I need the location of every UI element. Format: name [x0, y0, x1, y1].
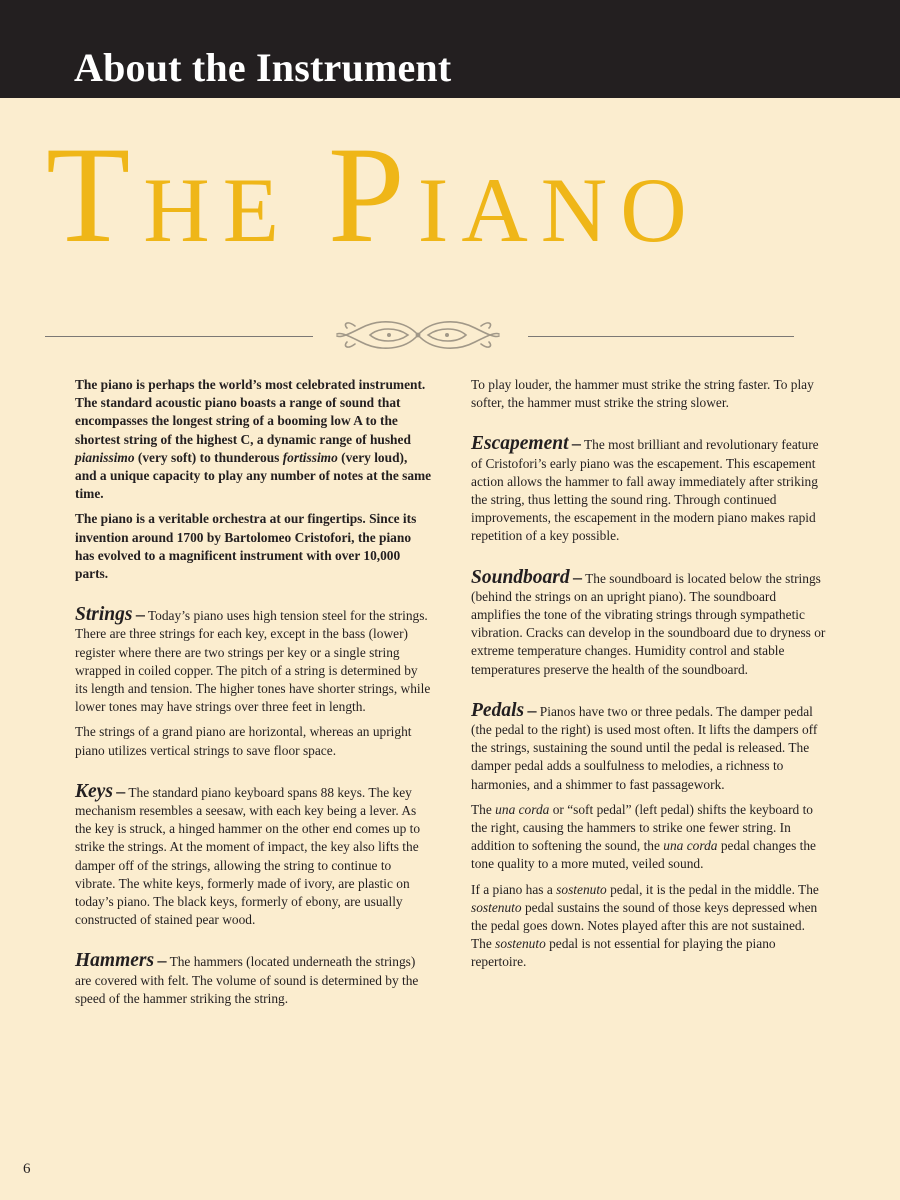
section-pedals: Pedals – Pianos have two or three pedals. The damper pedal (the pedal to the right) is used most often. It lifts the dampers off the strings, sustaining the sound until the pedal is released. The damper pedal adds a soulfulness to melodies, a richness to harmonies, and a shimmer to fast passagework.	[471, 699, 818, 792]
pedals-paragraph-2: The una corda or “soft pedal” (left pedal) shifts the keyboard to the right, causing the hammers to strike one fewer string. In addition to softening the sound, the una corda pedal changes the tone quality to a more muted, veiled sound.	[471, 801, 816, 872]
term-strings: Strings	[75, 604, 133, 626]
right-column	[471, 376, 828, 979]
intro-paragraph-1: The piano is perhaps the world’s most celebrated instrument. The standard acoustic piano boasts a range of sound that encompasses the longest string of a booming low A to the shortest string of the highest C, a dynamic range of hushed pianissimo (very soft) to thunderous fortissimo (very loud), and a unique capacity to play any number of notes at the same time.	[75, 377, 432, 502]
chapter-title	[46, 118, 866, 271]
intro-paragraph-2: The piano is a veritable orchestra at our fingertips. Since its invention around 1700 by Bartolomeo Cristofori, the piano has evolved to a magnificent instrument with over 10,000 parts.	[75, 511, 417, 582]
section-keys: Keys – The standard piano keyboard spans 88 keys. The key mechanism resembles a seesaw, with each key being a lever. As the key is struck, a hinged hammer on the other end comes up to strike the strings. At the moment of impact, the key also lifts the damper off of the strings, allowing the string to continue to vibrate. The white keys, formerly made of ivory, are plastic on today’s piano. The black keys, formerly of ebony, are usually constructed of stained pear wood.	[75, 780, 421, 928]
section-strings: Strings – Today’s piano uses high tension steel for the strings. There are three strings for each key, except in the bass (lower) register where there are two strings per key or a single string wrapped in coiled copper. The pitch of a string is determined by its length and tension. The higher tones have shorter strings, while lower tones may have strings over three feet in length.	[75, 604, 431, 715]
title-initial-t: T	[46, 118, 144, 271]
pedals-paragraph-3: If a piano has a sostenuto pedal, it is the pedal in the middle. The sostenuto pedal sustains the sound of those keys depressed when the pedal goes down. Notes played after this are not sustained. The sostenuto pedal is not essential for playing the piano repertoire.	[471, 881, 819, 970]
term-hammers: Hammers	[75, 950, 155, 972]
flourish-ornament-icon	[335, 314, 501, 356]
section-escapement: Escapement – The most brilliant and revolutionary feature of Cristofori’s early piano was the escapement. This escapement action allows the hammer to fall away immediately after striking the string, thus letting the sound ring. Through continued improvements, the escapement in the modern piano makes rapid repetition of a key possible.	[471, 433, 819, 544]
left-column	[75, 376, 432, 1015]
term-soundboard: Soundboard	[471, 566, 570, 588]
divider-left	[45, 336, 313, 337]
divider-right	[528, 336, 794, 337]
title-word-he: HE	[143, 159, 292, 261]
title-initial-p: P	[327, 118, 418, 271]
page-number: 6	[23, 1161, 31, 1177]
title-word-iano: IANO	[417, 159, 700, 261]
page-title: About the Instrument	[74, 45, 452, 90]
term-pedals: Pedals	[471, 699, 525, 721]
section-soundboard: Soundboard – The soundboard is located below the strings (behind the strings on an upright piano). The soundboard amplifies the tone of the vibrating strings through sympathetic vibration. Cracks can develop in the soundboard due to dryness or extreme temperature changes. Humidity control and stable temperatures preserve the health of the soundboard.	[471, 566, 826, 677]
section-hammers: Hammers – The hammers (located underneath the strings) are covered with felt. The volume of sound is determined by the speed of the hammer striking the string.	[75, 950, 419, 1006]
term-escapement: Escapement	[471, 433, 569, 455]
header-bar	[0, 0, 900, 98]
hammers-paragraph-2: To play louder, the hammer must strike the string faster. To play softer, the hammer must strike the string slower.	[471, 377, 814, 411]
term-keys: Keys	[75, 780, 113, 802]
strings-paragraph-2: The strings of a grand piano are horizontal, whereas an upright piano utilizes vertical strings to save floor space.	[75, 724, 412, 758]
